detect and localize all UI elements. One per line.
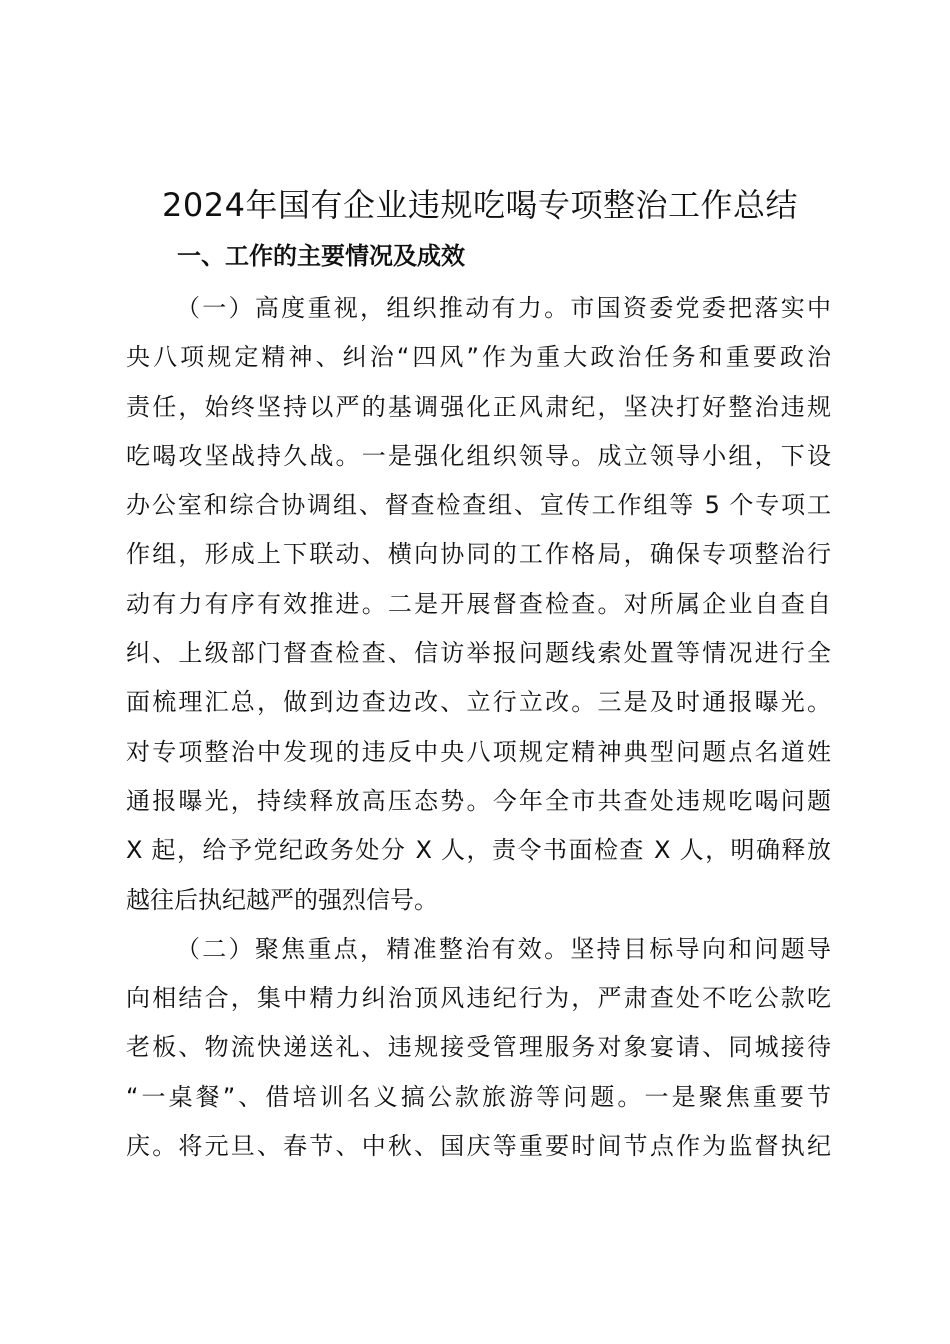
paragraph-line: 责任，始终坚持以严的基调强化正风肃纪，坚决打好整治违规 xyxy=(126,392,831,421)
paragraph-line: 作组，形成上下联动、横向协同的工作格局，确保专项整治行 xyxy=(126,540,831,569)
paragraph-line: 通报曝光，持续释放高压态势。今年全市共查处违规吃喝问题 xyxy=(126,786,831,815)
paragraph-line: “一桌餐”、借培训名义搞公款旅游等问题。一是聚焦重要节 xyxy=(126,1082,831,1111)
paragraph-line: 越往后执纪越严的强烈信号。 xyxy=(126,885,438,914)
document-body xyxy=(126,284,846,1171)
paragraph-line: 办公室和综合协调组、督查检查组、宣传工作组等 5 个专项工 xyxy=(126,491,831,520)
paragraph-line: 央八项规定精神、纠治“四风”作为重大政治任务和重要政治 xyxy=(126,343,831,372)
paragraph-line: 向相结合，集中精力纠治顶风违纪行为，严肃查处不吃公款吃 xyxy=(126,984,831,1013)
paragraph-line: 对专项整治中发现的违反中央八项规定精神典型问题点名道姓 xyxy=(126,737,831,766)
paragraph-line: （一）高度重视，组织推动有力。市国资委党委把落实中 xyxy=(176,294,831,322)
section-heading: 一、工作的主要情况及成效 xyxy=(177,242,465,270)
paragraph-line: 面梳理汇总，做到边查边改、立行立改。三是及时通报曝光。 xyxy=(126,688,831,717)
paragraph-line: 纠、上级部门督查检查、信访举报问题线索处置等情况进行全 xyxy=(126,639,831,668)
paragraph-line: 动有力有序有效推进。二是开展督查检查。对所属企业自查自 xyxy=(126,589,831,618)
paragraph-line: 庆。将元旦、春节、中秋、国庆等重要时间节点作为监督执纪 xyxy=(126,1132,831,1161)
paragraph-line: 吃喝攻坚战持久战。一是强化组织领导。成立领导小组，下设 xyxy=(126,441,831,470)
paragraph-line: 老板、物流快递送礼、违规接受管理服务对象宴请、同城接待 xyxy=(126,1033,831,1062)
document-title: 2024年国有企业违规吃喝专项整治工作总结 xyxy=(162,186,798,224)
paragraph-line: （二）聚焦重点，精准整治有效。坚持目标导向和问题导 xyxy=(176,934,831,963)
paragraph-line: X 起，给予党纪政务处分 X 人，责令书面检查 X 人，明确释放 xyxy=(126,836,831,865)
